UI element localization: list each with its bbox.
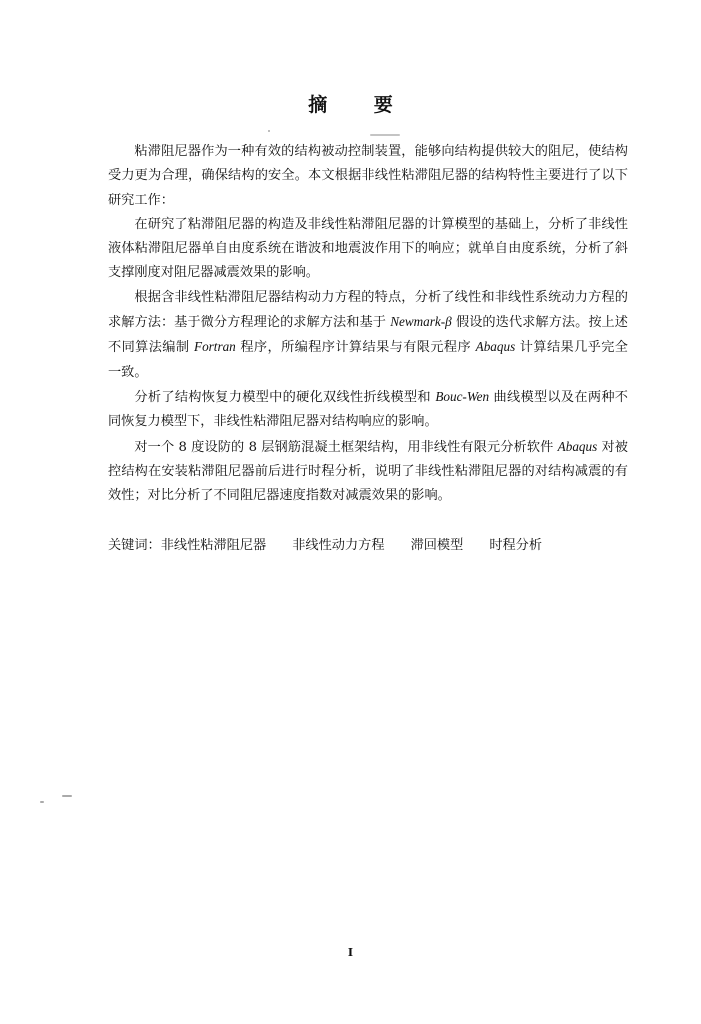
paragraph-text: 根据含非线性粘滞阻尼器结构动力方程的特点，分析了线性和非线性系统动力方程的求解方法：基于微分方程理论的求解方法和基于 <box>108 289 628 331</box>
latin-term: Abaqus <box>475 339 516 355</box>
paragraph-text: 程序，所编程序计算结果与有限元程序 <box>235 340 476 356</box>
abstract-paragraph <box>108 435 628 509</box>
keywords-line <box>108 534 628 553</box>
page-title: 摘 要 <box>308 94 413 116</box>
paragraph-text: 粘滞阻尼器作为一种有效的结构被动控制装置，能够向结构提供较大的阻尼，使结构受力更为合理，确保结构的安全。本文根据非线性粘滞阻尼器的结构特性主要进行了以下研究工作： <box>108 144 628 208</box>
keyword-item: 非线性动力方程 <box>292 538 385 553</box>
keyword-item: 滞回模型 <box>410 538 464 553</box>
paragraph-text: 在研究了粘滞阻尼器的构造及非线性粘滞阻尼器的计算模型的基础上，分析了非线性液体粘滞阻尼器单自由度系统在谐波和地震波作用下的响应；就单自由度系统，分析了斜支撑刚度对阻尼器减震效果的影响。 <box>108 216 628 281</box>
scan-speck <box>40 801 44 803</box>
abstract-body <box>108 140 628 508</box>
abstract-paragraph <box>108 140 628 213</box>
latin-term: Bouc-Wen <box>435 388 490 404</box>
scan-speck <box>62 795 72 797</box>
paragraph-text: 曲线模型以及在两种不同恢复力模型下，非线性粘滞阻尼器对结构响应的影响。 <box>108 389 628 430</box>
latin-term: Fortran <box>194 339 236 355</box>
latin-term: Abaqus <box>557 438 598 454</box>
paragraph-text: 分析了结构恢复力模型中的硬化双线性折线模型和 <box>134 389 436 405</box>
abstract-paragraph <box>108 385 628 435</box>
paragraph-text: 计算结果几乎完全一致。 <box>108 340 628 380</box>
abstract-paragraph <box>108 286 628 385</box>
latin-term: Newmark-β <box>390 314 452 330</box>
paragraph-text: 对被控结构在安装粘滞阻尼器前后进行时程分析，说明了非线性粘滞阻尼器的对结构减震的有效性；对比分析了不同阻尼器速度指数对减震效果的影响。 <box>108 439 628 504</box>
keywords-label: 关键词： <box>108 538 161 553</box>
keyword-item: 时程分析 <box>489 538 543 553</box>
page-number: I <box>347 946 354 959</box>
paragraph-text: 对一个 8 度设防的 8 层钢筋混凝土框架结构，用非线性有限元分析软件 <box>134 439 558 455</box>
paragraph-text: 假设的迭代求解方法。按上述不同算法编制 <box>108 315 628 356</box>
abstract-paragraph <box>108 213 628 286</box>
keyword-item: 非线性粘滞阻尼器 <box>160 538 267 553</box>
scan-speck <box>268 130 270 132</box>
scan-speck <box>370 134 400 136</box>
